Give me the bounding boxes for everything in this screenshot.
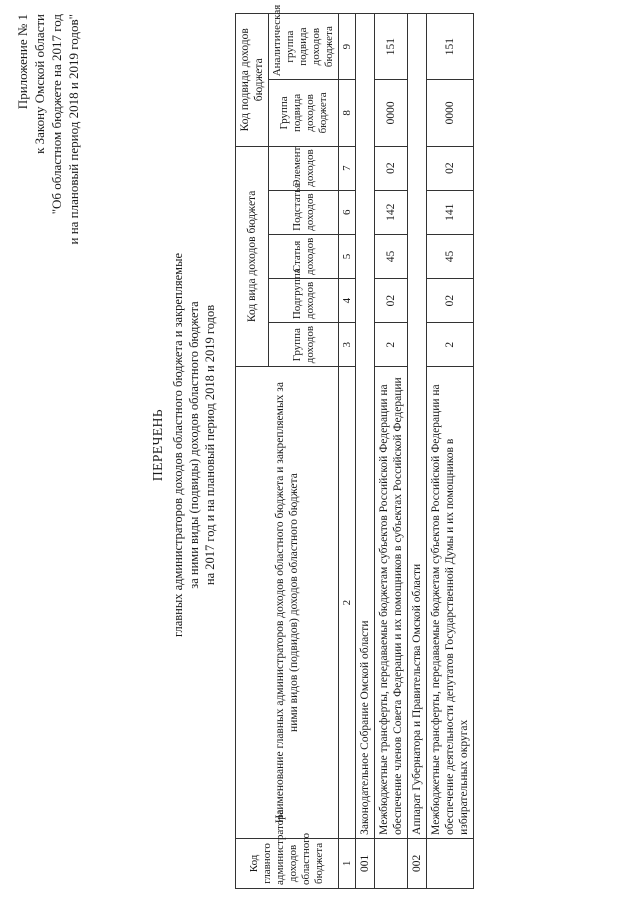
admin-code-cell xyxy=(427,838,474,888)
subarticle-cell: 142 xyxy=(375,190,408,234)
analytic-group-cell: 151 xyxy=(375,14,408,80)
column-number: 8 xyxy=(339,80,356,146)
admin-code-cell xyxy=(375,838,408,888)
column-number: 7 xyxy=(339,146,356,190)
subarticle-cell: 141 xyxy=(427,190,474,234)
header-article: Статья доходов xyxy=(269,234,339,278)
table-row xyxy=(356,14,375,889)
appendix-line-4: и на плановый период 2018 и 2019 годов" xyxy=(66,14,81,245)
admin-code-cell: 001 xyxy=(356,838,375,888)
column-number: 5 xyxy=(339,234,356,278)
appendix-line-2: к Закону Омской области xyxy=(32,14,47,154)
element-cell: 02 xyxy=(375,146,408,190)
heading-line-2: за ними виды (подвиды) доходов областного бюджета xyxy=(187,301,201,589)
revenue-admin-table xyxy=(235,4,474,889)
header-subkind-code: Код подвида доходов бюджета xyxy=(236,14,269,147)
document-heading xyxy=(150,165,218,725)
group-cell: 2 xyxy=(375,323,408,367)
column-number: 2 xyxy=(339,367,356,839)
header-element: Элемент доходов xyxy=(269,146,339,190)
column-number: 9 xyxy=(339,14,356,80)
header-subarticle: Подстатья доходов xyxy=(269,190,339,234)
header-group: Группа доходов xyxy=(269,323,339,367)
subkind-group-cell: 0000 xyxy=(427,80,474,146)
appendix-line-3: "Об областном бюджете на 2017 год xyxy=(49,14,64,215)
header-subgroup: Подгруппа доходов xyxy=(269,279,339,323)
admin-name-cell: Законодательное Собрание Омской области xyxy=(356,14,375,839)
element-cell: 02 xyxy=(427,146,474,190)
appendix-note xyxy=(14,14,82,394)
column-number: 6 xyxy=(339,190,356,234)
header-analytic-group: Аналитическая группа подвида доходов бюджета xyxy=(269,14,339,80)
header-admin-code: Код главного администратора доходов областного бюджета xyxy=(236,838,339,888)
column-number: 1 xyxy=(339,838,356,888)
heading-line-1: главных администраторов доходов областного бюджета и закрепляемые xyxy=(171,252,185,638)
table-row xyxy=(375,14,408,889)
header-name: Наименование главных администраторов доходов областного бюджета и закрепляемых за ними видов (подвидов) доходов областного бюджета xyxy=(236,367,339,839)
heading-line-3: на 2017 год и на плановый период 2018 и 2019 годов xyxy=(203,304,217,586)
revenue-name-cell: Межбюджетные трансферты, передаваемые бюджетам субъектов Российской Федерации на обеспечение членов Совета Федерации и их помощников в субъектах Российской Федерации xyxy=(375,367,408,839)
admin-name-cell: Аппарат Губернатора и Правительства Омской области xyxy=(408,14,427,839)
appendix-line-1: Приложение № 1 xyxy=(15,14,30,110)
header-kind-code: Код вида доходов бюджета xyxy=(236,146,269,367)
document-title: ПЕРЕЧЕНЬ xyxy=(150,408,165,482)
article-cell: 45 xyxy=(375,234,408,278)
table-row xyxy=(427,14,474,889)
column-number: 4 xyxy=(339,279,356,323)
subgroup-cell: 02 xyxy=(375,279,408,323)
article-cell: 45 xyxy=(427,234,474,278)
column-number-row xyxy=(339,14,356,889)
subgroup-cell: 02 xyxy=(427,279,474,323)
subkind-group-cell: 0000 xyxy=(375,80,408,146)
column-number: 3 xyxy=(339,323,356,367)
table-row xyxy=(408,14,427,889)
analytic-group-cell: 151 xyxy=(427,14,474,80)
revenue-name-cell: Межбюджетные трансферты, передаваемые бюджетам субъектов Российской Федерации на обеспечение деятельности депутатов Государственной Думы и их помощников в избирательных округах xyxy=(427,367,474,839)
group-cell: 2 xyxy=(427,323,474,367)
header-subkind-group: Группа подвида доходов бюджета xyxy=(269,80,339,146)
admin-code-cell: 002 xyxy=(408,838,427,888)
